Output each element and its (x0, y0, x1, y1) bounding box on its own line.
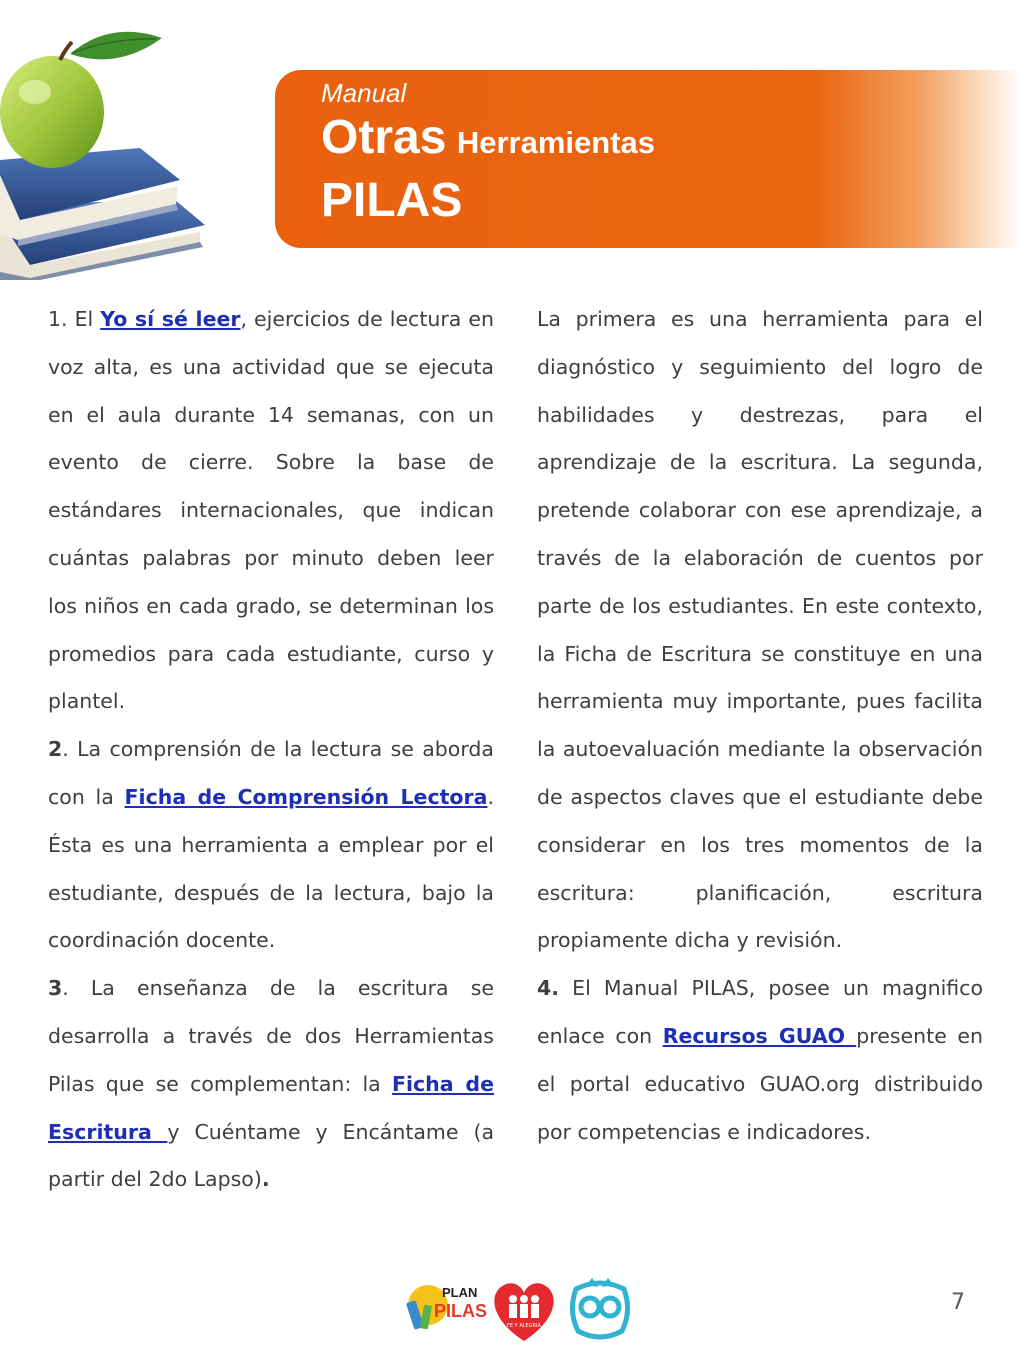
title-banner (275, 70, 1024, 248)
owl-logo (572, 1278, 627, 1337)
left-column (48, 296, 494, 1204)
p1-text: , ejercicios de lectura en voz alta, es una actividad que se ejecuta en el aula durante 14 semanas, con un evento de cierre. Sobre la base de estándares internacionales, que indican cuántas palabras por minuto deben leer los niños en cada grado, se determinan los promedios para cada estudiante, curso y plantel. (48, 307, 494, 714)
link-ficha-escritura[interactable]: Ficha de Escritura (48, 1071, 494, 1144)
banner-title-sub: Herramientas (456, 125, 655, 160)
p2-number: 2 (48, 737, 63, 762)
paragraph-right-2 (537, 965, 983, 1156)
link-yo-si-se-leer[interactable]: Yo sí sé leer (100, 307, 241, 331)
link-ficha-comprension-lectora[interactable]: Ficha de Comprensión Lectora (124, 784, 488, 809)
fe-y-alegria-logo (494, 1283, 553, 1341)
plan-pilas-logo-line2: PILAS (434, 1301, 488, 1321)
p2-text-a: . La comprensión de la lectura se aborda con la (48, 737, 494, 809)
p4-number: 4. (537, 976, 560, 1001)
p3-end: . (261, 1167, 270, 1192)
paragraph-2 (48, 726, 494, 965)
fe-y-alegria-logo-text: FE Y ALEGRIA (507, 1323, 541, 1329)
plan-pilas-logo-line1: PLAN (442, 1285, 478, 1300)
banner-label: Manual (321, 78, 407, 108)
banner-title-main: Otras (321, 111, 447, 164)
banner-title-pilas: PILAS (321, 174, 463, 227)
p4-text-a: El Manual PILAS, posee un magnifico enlace con (537, 976, 983, 1048)
paragraph-right-1: La primera es una herramienta para el diagnóstico y seguimiento del logro de habilidades y destrezas, para el aprendizaje de la escritura. La segunda, pretende colaborar con ese aprendizaje, a través de la elaboración de cuentos por parte de los estudiantes. En este contexto, la Ficha de Escritura se constituye en una herramienta muy importante, pues facilita la autoevaluación mediante la observación de aspectos claves que el estudiante debe considerar en los tres momentos de la escritura: planificación, escritura propiamente dicha y revisión. (537, 307, 983, 953)
banner-title-line (321, 110, 655, 165)
p2-text-b: . Ésta es una herramienta a emplear por el estudiante, después de la lectura, bajo la coordinación docente. (48, 784, 494, 953)
p4-text-b: presente en el portal educativo GUAO.org distribuido por competencias e indicadores. (537, 1023, 983, 1144)
p1-prefix: 1. El (48, 307, 101, 331)
page-number: 7 (951, 1290, 965, 1315)
p3-number: 3 (48, 976, 63, 1001)
footer-logos (400, 1275, 640, 1345)
plan-pilas-logo (406, 1285, 487, 1330)
link-recursos-guao[interactable]: Recursos GUAO (662, 1023, 857, 1048)
paragraph-1 (48, 296, 494, 726)
p3-text-b: y Cuéntame y Encántame (a partir del 2do Lapso) (48, 1119, 495, 1192)
apple-books-illustration (0, 20, 270, 280)
p3-text-a: . La enseñanza de la escritura se desarrolla a través de dos Herramientas Pilas que se complementan: la (48, 976, 494, 1096)
right-column (537, 296, 983, 1156)
paragraph-3 (48, 965, 494, 1204)
